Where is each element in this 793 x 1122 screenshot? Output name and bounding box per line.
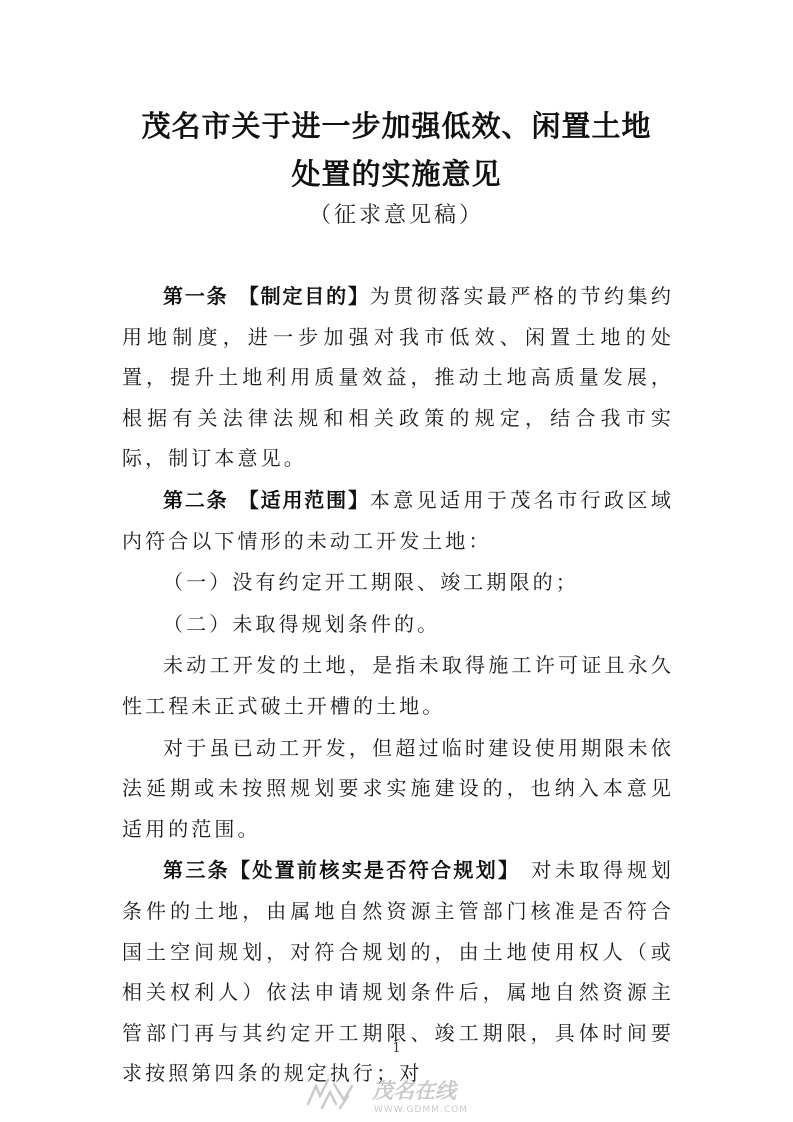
article-number: 第二条 bbox=[163, 487, 229, 512]
watermark-logo-icon bbox=[300, 1074, 510, 1118]
document-title-line2: 处置的实施意见 bbox=[291, 157, 502, 191]
site-watermark-logo bbox=[300, 1074, 510, 1118]
article-text: 对未取得规划条件的土地，由属地自然资源主管部门核准是否符合国土空间规划，对符合规划的，由土地使用权人（或相关权利人）依法申请规划条件后，属地自然资源主管部门再与其约定开工期限、竣工期限，具体时间要求按照第四条的规定执行；对 bbox=[122, 858, 675, 1086]
paragraph-article-2 bbox=[122, 480, 674, 561]
article-text: 为贯彻落实最严格的节约集约用地制度，进一步加强对我市低效、闲置土地的处置，提升土地利用质量效益，推动土地高质量发展，根据有关法律法规和相关政策的规定，结合我市实际，制订本意见。 bbox=[122, 284, 675, 471]
paragraph-article-3 bbox=[122, 850, 674, 1094]
paragraph-text: 未动工开发的土地，是指未取得施工许可证且永久性工程未正式破土开槽的土地。 bbox=[122, 653, 674, 718]
watermark-url-text: WWW.GDMM.COM bbox=[374, 1105, 468, 1115]
watermark-brand-text: 茂名在线 bbox=[372, 1079, 456, 1103]
article-heading: 【适用范围】 bbox=[238, 487, 370, 512]
article-number: 第三条 bbox=[163, 858, 231, 883]
paragraph-article-1 bbox=[122, 276, 674, 479]
paragraph-definition bbox=[122, 645, 674, 726]
paragraph-item-1 bbox=[122, 562, 674, 603]
article-heading: 【处置前核实是否符合规划】 bbox=[230, 858, 521, 883]
document-subtitle: （征求意见稿） bbox=[308, 203, 484, 228]
page-number: 1 bbox=[392, 1041, 401, 1056]
article-number: 第一条 bbox=[163, 284, 229, 308]
item-text: （一）没有约定开工期限、竣工期限的； bbox=[163, 570, 579, 595]
paragraph-text: 对于虽已动工开发，但超过临时建设使用期限未依法延期或未按照规划要求实施建设的，也纳入本意见适用的范围。 bbox=[122, 735, 674, 841]
article-heading: 【制定目的】 bbox=[238, 284, 370, 308]
item-text: （二）未取得规划条件的。 bbox=[163, 611, 441, 636]
document-body bbox=[122, 276, 674, 1095]
article-text: 本意见适用于茂名市行政区域内符合以下情形的未动工开发土地： bbox=[122, 487, 675, 553]
document-title-line1: 茂名市关于进一步加强低效、闲置土地 bbox=[141, 109, 652, 143]
paragraph-item-2 bbox=[122, 604, 674, 645]
paragraph-extension bbox=[122, 728, 674, 850]
